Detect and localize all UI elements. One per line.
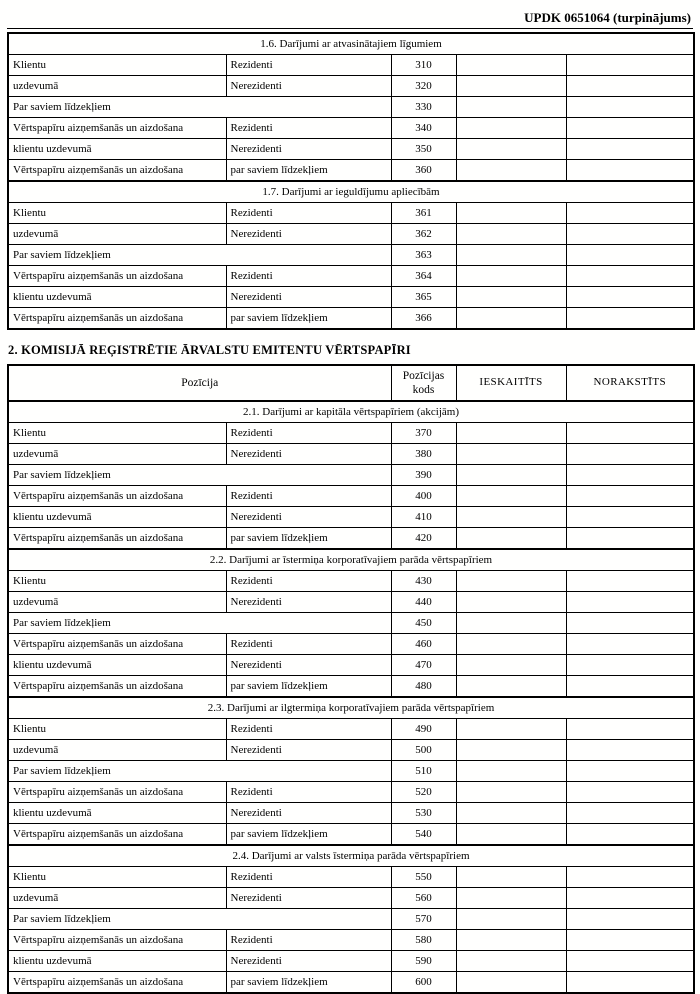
position-code: 340 bbox=[391, 118, 456, 139]
column-header-ieskaitits: IESKAITĪTS bbox=[456, 365, 566, 401]
position-code: 360 bbox=[391, 160, 456, 182]
value-cell-norakstits bbox=[566, 888, 694, 909]
position-row bbox=[8, 761, 694, 782]
value-cell-norakstits bbox=[566, 613, 694, 634]
position-code: 500 bbox=[391, 740, 456, 761]
position-sublabel: par saviem līdzekļiem bbox=[226, 160, 391, 182]
position-row bbox=[8, 245, 694, 266]
section-title-row bbox=[8, 697, 694, 719]
value-cell-ieskaitits bbox=[456, 528, 566, 550]
position-label: uzdevumā bbox=[8, 444, 226, 465]
position-label: uzdevumā bbox=[8, 224, 226, 245]
value-cell-norakstits bbox=[566, 824, 694, 846]
position-label: Par saviem līdzekļiem bbox=[8, 761, 391, 782]
position-label: uzdevumā bbox=[8, 740, 226, 761]
position-code: 580 bbox=[391, 930, 456, 951]
position-sublabel: par saviem līdzekļiem bbox=[226, 676, 391, 698]
position-label: uzdevumā bbox=[8, 76, 226, 97]
section-title-row bbox=[8, 181, 694, 203]
position-sublabel: Rezidenti bbox=[226, 930, 391, 951]
position-label: Klientu bbox=[8, 423, 226, 444]
value-cell-ieskaitits bbox=[456, 266, 566, 287]
value-cell-norakstits bbox=[566, 97, 694, 118]
position-row bbox=[8, 444, 694, 465]
value-cell-norakstits bbox=[566, 740, 694, 761]
position-label: Vērtspapīru aizņemšanās un aizdošana bbox=[8, 930, 226, 951]
value-cell-ieskaitits bbox=[456, 888, 566, 909]
value-cell-ieskaitits bbox=[456, 782, 566, 803]
value-cell-ieskaitits bbox=[456, 97, 566, 118]
value-cell-norakstits bbox=[566, 444, 694, 465]
position-row bbox=[8, 972, 694, 994]
position-sublabel: Rezidenti bbox=[226, 423, 391, 444]
position-label: Klientu bbox=[8, 571, 226, 592]
position-sublabel: par saviem līdzekļiem bbox=[226, 528, 391, 550]
section-title: 2.2. Darījumi ar īstermiņa korporatīvajiem parāda vērtspapīriem bbox=[8, 549, 694, 571]
position-row bbox=[8, 76, 694, 97]
position-sublabel: Rezidenti bbox=[226, 266, 391, 287]
position-row bbox=[8, 55, 694, 76]
position-sublabel: Nerezidenti bbox=[226, 803, 391, 824]
position-sublabel: Rezidenti bbox=[226, 203, 391, 224]
position-code: 320 bbox=[391, 76, 456, 97]
position-code: 440 bbox=[391, 592, 456, 613]
position-row bbox=[8, 507, 694, 528]
section-title: 2.4. Darījumi ar valsts īstermiņa parāda vērtspapīriem bbox=[8, 845, 694, 867]
position-label: Vērtspapīru aizņemšanās un aizdošana bbox=[8, 486, 226, 507]
position-row bbox=[8, 118, 694, 139]
position-row bbox=[8, 719, 694, 740]
value-cell-norakstits bbox=[566, 634, 694, 655]
position-label: Par saviem līdzekļiem bbox=[8, 613, 391, 634]
position-label: klientu uzdevumā bbox=[8, 139, 226, 160]
section-title-row bbox=[8, 549, 694, 571]
position-sublabel: par saviem līdzekļiem bbox=[226, 972, 391, 994]
value-cell-ieskaitits bbox=[456, 444, 566, 465]
value-cell-ieskaitits bbox=[456, 867, 566, 888]
position-code: 600 bbox=[391, 972, 456, 994]
position-code: 470 bbox=[391, 655, 456, 676]
position-row bbox=[8, 266, 694, 287]
position-code: 364 bbox=[391, 266, 456, 287]
value-cell-norakstits bbox=[566, 571, 694, 592]
position-sublabel: Nerezidenti bbox=[226, 224, 391, 245]
position-code: 370 bbox=[391, 423, 456, 444]
position-label: Klientu bbox=[8, 203, 226, 224]
position-sublabel: par saviem līdzekļiem bbox=[226, 824, 391, 846]
position-code: 366 bbox=[391, 308, 456, 330]
position-code: 450 bbox=[391, 613, 456, 634]
value-cell-norakstits bbox=[566, 266, 694, 287]
value-cell-norakstits bbox=[566, 55, 694, 76]
position-sublabel: Nerezidenti bbox=[226, 951, 391, 972]
value-cell-norakstits bbox=[566, 972, 694, 994]
value-cell-ieskaitits bbox=[456, 571, 566, 592]
position-sublabel: Nerezidenti bbox=[226, 287, 391, 308]
position-sublabel: Rezidenti bbox=[226, 118, 391, 139]
value-cell-ieskaitits bbox=[456, 160, 566, 182]
position-label: Vērtspapīru aizņemšanās un aizdošana bbox=[8, 118, 226, 139]
table-derivatives-and-investment-certificates bbox=[7, 32, 695, 330]
position-sublabel: Rezidenti bbox=[226, 867, 391, 888]
value-cell-norakstits bbox=[566, 203, 694, 224]
position-label: Klientu bbox=[8, 55, 226, 76]
value-cell-norakstits bbox=[566, 803, 694, 824]
position-label: uzdevumā bbox=[8, 592, 226, 613]
value-cell-ieskaitits bbox=[456, 507, 566, 528]
position-sublabel: Rezidenti bbox=[226, 782, 391, 803]
position-sublabel: Nerezidenti bbox=[226, 76, 391, 97]
value-cell-norakstits bbox=[566, 245, 694, 266]
value-cell-norakstits bbox=[566, 287, 694, 308]
position-sublabel: Nerezidenti bbox=[226, 740, 391, 761]
value-cell-ieskaitits bbox=[456, 719, 566, 740]
value-cell-norakstits bbox=[566, 76, 694, 97]
position-code: 420 bbox=[391, 528, 456, 550]
column-header-norakstits: NORAKSTĪTS bbox=[566, 365, 694, 401]
value-cell-norakstits bbox=[566, 465, 694, 486]
position-label: klientu uzdevumā bbox=[8, 655, 226, 676]
position-code: 560 bbox=[391, 888, 456, 909]
value-cell-ieskaitits bbox=[456, 76, 566, 97]
value-cell-ieskaitits bbox=[456, 951, 566, 972]
value-cell-norakstits bbox=[566, 160, 694, 182]
position-row bbox=[8, 803, 694, 824]
value-cell-ieskaitits bbox=[456, 613, 566, 634]
value-cell-norakstits bbox=[566, 507, 694, 528]
position-sublabel: Rezidenti bbox=[226, 55, 391, 76]
position-code: 490 bbox=[391, 719, 456, 740]
position-row bbox=[8, 592, 694, 613]
position-label: uzdevumā bbox=[8, 888, 226, 909]
position-sublabel: Nerezidenti bbox=[226, 507, 391, 528]
position-code: 410 bbox=[391, 507, 456, 528]
position-label: Vērtspapīru aizņemšanās un aizdošana bbox=[8, 160, 226, 182]
position-code: 590 bbox=[391, 951, 456, 972]
position-label: Vērtspapīru aizņemšanās un aizdošana bbox=[8, 634, 226, 655]
position-label: Vērtspapīru aizņemšanās un aizdošana bbox=[8, 824, 226, 846]
value-cell-ieskaitits bbox=[456, 486, 566, 507]
position-row bbox=[8, 571, 694, 592]
position-label: Klientu bbox=[8, 867, 226, 888]
value-cell-ieskaitits bbox=[456, 245, 566, 266]
position-label: Klientu bbox=[8, 719, 226, 740]
position-code: 380 bbox=[391, 444, 456, 465]
position-code: 530 bbox=[391, 803, 456, 824]
position-sublabel: Rezidenti bbox=[226, 571, 391, 592]
position-sublabel: Rezidenti bbox=[226, 719, 391, 740]
position-row bbox=[8, 740, 694, 761]
value-cell-norakstits bbox=[566, 782, 694, 803]
value-cell-norakstits bbox=[566, 118, 694, 139]
position-code: 390 bbox=[391, 465, 456, 486]
value-cell-norakstits bbox=[566, 224, 694, 245]
position-row bbox=[8, 308, 694, 330]
value-cell-ieskaitits bbox=[456, 634, 566, 655]
position-row bbox=[8, 486, 694, 507]
value-cell-norakstits bbox=[566, 676, 694, 698]
position-code: 330 bbox=[391, 97, 456, 118]
position-code: 520 bbox=[391, 782, 456, 803]
value-cell-ieskaitits bbox=[456, 909, 566, 930]
section-title-row bbox=[8, 845, 694, 867]
value-cell-norakstits bbox=[566, 930, 694, 951]
value-cell-norakstits bbox=[566, 761, 694, 782]
column-header-pozicija: Pozīcija bbox=[8, 365, 391, 401]
value-cell-ieskaitits bbox=[456, 55, 566, 76]
position-row bbox=[8, 139, 694, 160]
value-cell-ieskaitits bbox=[456, 139, 566, 160]
value-cell-norakstits bbox=[566, 308, 694, 330]
position-sublabel: par saviem līdzekļiem bbox=[226, 308, 391, 330]
position-row bbox=[8, 909, 694, 930]
value-cell-ieskaitits bbox=[456, 118, 566, 139]
position-label: klientu uzdevumā bbox=[8, 803, 226, 824]
position-code: 430 bbox=[391, 571, 456, 592]
value-cell-norakstits bbox=[566, 867, 694, 888]
position-code: 350 bbox=[391, 139, 456, 160]
position-label: Vērtspapīru aizņemšanās un aizdošana bbox=[8, 972, 226, 994]
position-row bbox=[8, 867, 694, 888]
value-cell-norakstits bbox=[566, 655, 694, 676]
position-sublabel: Nerezidenti bbox=[226, 888, 391, 909]
position-code: 460 bbox=[391, 634, 456, 655]
value-cell-ieskaitits bbox=[456, 308, 566, 330]
position-sublabel: Nerezidenti bbox=[226, 655, 391, 676]
position-code: 550 bbox=[391, 867, 456, 888]
position-code: 510 bbox=[391, 761, 456, 782]
position-code: 363 bbox=[391, 245, 456, 266]
position-code: 400 bbox=[391, 486, 456, 507]
position-label: Par saviem līdzekļiem bbox=[8, 245, 391, 266]
section-title: 2.3. Darījumi ar ilgtermiņa korporatīvajiem parāda vērtspapīriem bbox=[8, 697, 694, 719]
position-label: klientu uzdevumā bbox=[8, 287, 226, 308]
position-code: 570 bbox=[391, 909, 456, 930]
section-2-heading: 2. KOMISIJĀ REĢISTRĒTIE ĀRVALSTU EMITENTU VĒRTSPAPĪRI bbox=[8, 343, 411, 357]
position-row bbox=[8, 888, 694, 909]
value-cell-ieskaitits bbox=[456, 423, 566, 444]
position-code: 362 bbox=[391, 224, 456, 245]
section-title: 1.7. Darījumi ar ieguldījumu apliecībām bbox=[8, 181, 694, 203]
position-label: Vērtspapīru aizņemšanās un aizdošana bbox=[8, 528, 226, 550]
section-title-row bbox=[8, 401, 694, 423]
position-row bbox=[8, 465, 694, 486]
position-label: Vērtspapīru aizņemšanās un aizdošana bbox=[8, 308, 226, 330]
value-cell-norakstits bbox=[566, 951, 694, 972]
position-label: Par saviem līdzekļiem bbox=[8, 465, 391, 486]
position-code: 480 bbox=[391, 676, 456, 698]
position-label: Par saviem līdzekļiem bbox=[8, 909, 391, 930]
position-row bbox=[8, 287, 694, 308]
doc-code: UPDK 0651064 (turpinājums) bbox=[524, 10, 691, 25]
section-title-row bbox=[8, 33, 694, 55]
position-sublabel: Nerezidenti bbox=[226, 444, 391, 465]
position-sublabel: Nerezidenti bbox=[226, 139, 391, 160]
value-cell-norakstits bbox=[566, 486, 694, 507]
value-cell-norakstits bbox=[566, 719, 694, 740]
position-label: Vērtspapīru aizņemšanās un aizdošana bbox=[8, 676, 226, 698]
position-code: 365 bbox=[391, 287, 456, 308]
value-cell-ieskaitits bbox=[456, 761, 566, 782]
value-cell-ieskaitits bbox=[456, 824, 566, 846]
position-row bbox=[8, 782, 694, 803]
position-label: klientu uzdevumā bbox=[8, 507, 226, 528]
section-title: 2.1. Darījumi ar kapitāla vērtspapīriem (akcijām) bbox=[8, 401, 694, 423]
value-cell-ieskaitits bbox=[456, 972, 566, 994]
position-sublabel: Rezidenti bbox=[226, 486, 391, 507]
position-row bbox=[8, 676, 694, 698]
value-cell-norakstits bbox=[566, 423, 694, 444]
value-cell-norakstits bbox=[566, 909, 694, 930]
value-cell-ieskaitits bbox=[456, 287, 566, 308]
value-cell-norakstits bbox=[566, 528, 694, 550]
position-row bbox=[8, 951, 694, 972]
value-cell-ieskaitits bbox=[456, 740, 566, 761]
table-2-header-row bbox=[8, 365, 694, 401]
column-header-pozicijas-kods: Pozīcijas kods bbox=[391, 365, 456, 401]
position-row bbox=[8, 423, 694, 444]
value-cell-ieskaitits bbox=[456, 465, 566, 486]
value-cell-ieskaitits bbox=[456, 655, 566, 676]
position-row bbox=[8, 528, 694, 550]
table-foreign-issuer-securities bbox=[7, 364, 695, 994]
position-code: 310 bbox=[391, 55, 456, 76]
position-code: 361 bbox=[391, 203, 456, 224]
position-label: Vērtspapīru aizņemšanās un aizdošana bbox=[8, 782, 226, 803]
value-cell-ieskaitits bbox=[456, 803, 566, 824]
position-row bbox=[8, 634, 694, 655]
position-sublabel: Rezidenti bbox=[226, 634, 391, 655]
position-code: 540 bbox=[391, 824, 456, 846]
position-row bbox=[8, 655, 694, 676]
position-label: klientu uzdevumā bbox=[8, 951, 226, 972]
position-row bbox=[8, 224, 694, 245]
position-row bbox=[8, 824, 694, 846]
value-cell-ieskaitits bbox=[456, 930, 566, 951]
value-cell-ieskaitits bbox=[456, 676, 566, 698]
position-row bbox=[8, 203, 694, 224]
value-cell-ieskaitits bbox=[456, 224, 566, 245]
position-label: Vērtspapīru aizņemšanās un aizdošana bbox=[8, 266, 226, 287]
section-title: 1.6. Darījumi ar atvasinātajiem līgumiem bbox=[8, 33, 694, 55]
value-cell-ieskaitits bbox=[456, 203, 566, 224]
position-row bbox=[8, 160, 694, 182]
position-label: Par saviem līdzekļiem bbox=[8, 97, 391, 118]
doc-header bbox=[7, 0, 693, 29]
position-row bbox=[8, 613, 694, 634]
position-sublabel: Nerezidenti bbox=[226, 592, 391, 613]
position-row bbox=[8, 930, 694, 951]
value-cell-norakstits bbox=[566, 139, 694, 160]
value-cell-ieskaitits bbox=[456, 592, 566, 613]
position-row bbox=[8, 97, 694, 118]
value-cell-norakstits bbox=[566, 592, 694, 613]
